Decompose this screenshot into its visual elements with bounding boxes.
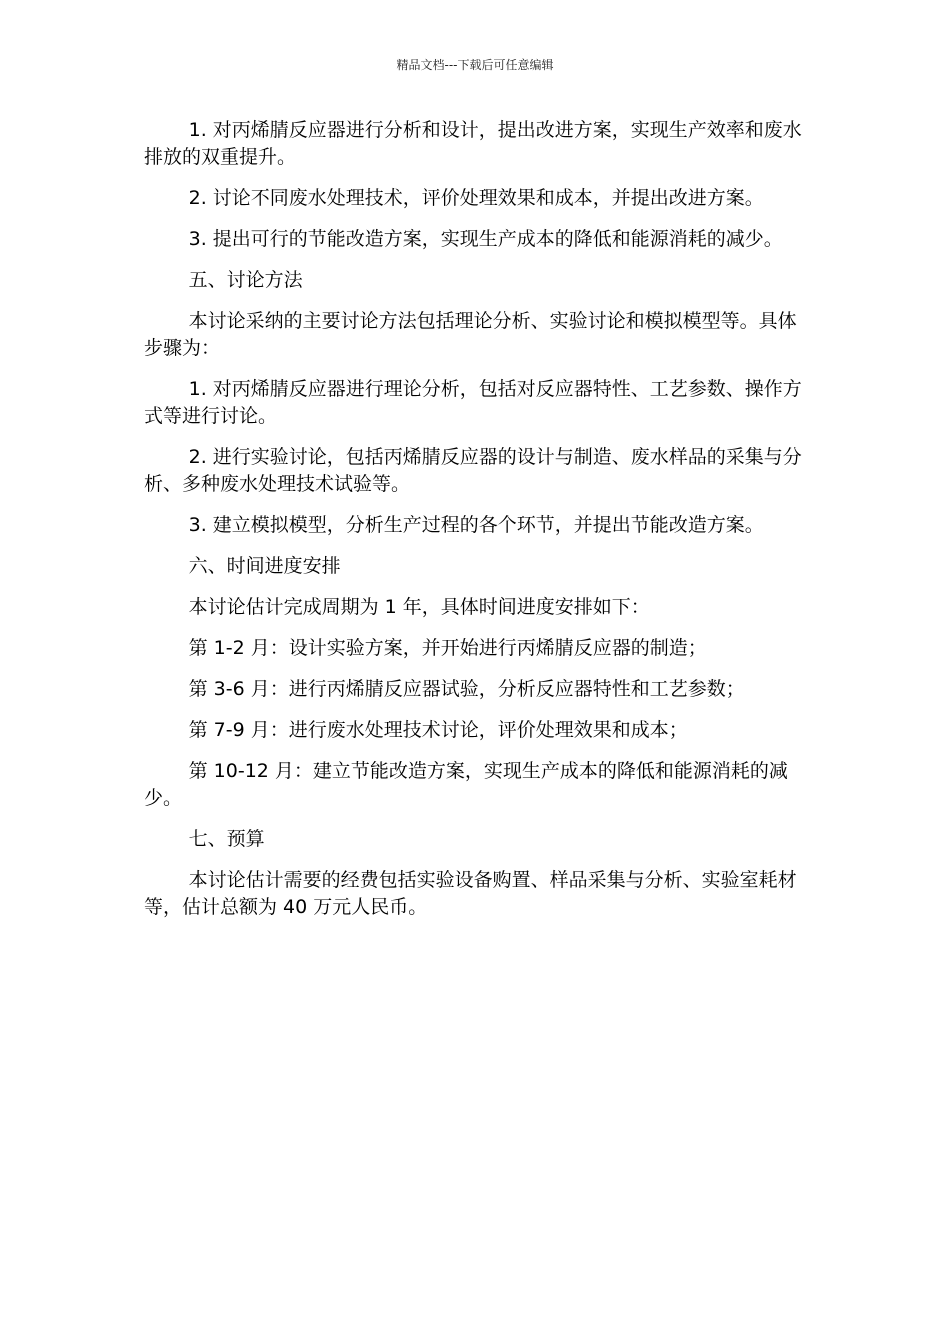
methods-intro: 本讨论采纳的主要讨论方法包括理论分析、实验讨论和模拟模型等。具体步骤为： — [144, 310, 797, 359]
method-step-3: 3. 建立模拟模型，分析生产过程的各个环节，并提出节能改造方案。 — [188, 514, 764, 536]
objective-item-3: 3. 提出可行的节能改造方案，实现生产成本的降低和能源消耗的减少。 — [188, 228, 783, 250]
objective-item-2: 2. 讨论不同废水处理技术，评价处理效果和成本，并提出改进方案。 — [188, 187, 764, 209]
objective-item-1: 1. 对丙烯腈反应器进行分析和设计，提出改进方案，实现生产效率和废水排放的双重提升。 — [144, 119, 802, 168]
document-body — [144, 117, 812, 935]
schedule-item-3: 第 7-9 月：进行废水处理技术讨论，评价处理效果和成本； — [188, 719, 688, 741]
budget-text: 本讨论估计需要的经费包括实验设备购置、样品采集与分析、实验室耗材等，估计总额为 40 万元人民币。 — [144, 869, 797, 918]
section-heading-schedule: 六、时间进度安排 — [188, 555, 341, 577]
section-heading-methods: 五、讨论方法 — [188, 269, 303, 291]
schedule-item-2: 第 3-6 月：进行丙烯腈反应器试验，分析反应器特性和工艺参数； — [188, 678, 745, 700]
page-header: 精品文档---下载后可任意编辑 — [396, 58, 554, 72]
schedule-item-4: 第 10-12 月：建立节能改造方案，实现生产成本的降低和能源消耗的减少。 — [144, 760, 788, 809]
method-step-1: 1. 对丙烯腈反应器进行理论分析，包括对反应器特性、工艺参数、操作方式等进行讨论。 — [144, 378, 802, 427]
method-step-2: 2. 进行实验讨论，包括丙烯腈反应器的设计与制造、废水样品的采集与分析、多种废水处理技术试验等。 — [144, 446, 802, 495]
schedule-intro: 本讨论估计完成周期为 1 年，具体时间进度安排如下： — [188, 596, 650, 618]
schedule-item-1: 第 1-2 月：设计实验方案，并开始进行丙烯腈反应器的制造； — [188, 637, 707, 659]
section-heading-budget: 七、预算 — [188, 828, 265, 850]
